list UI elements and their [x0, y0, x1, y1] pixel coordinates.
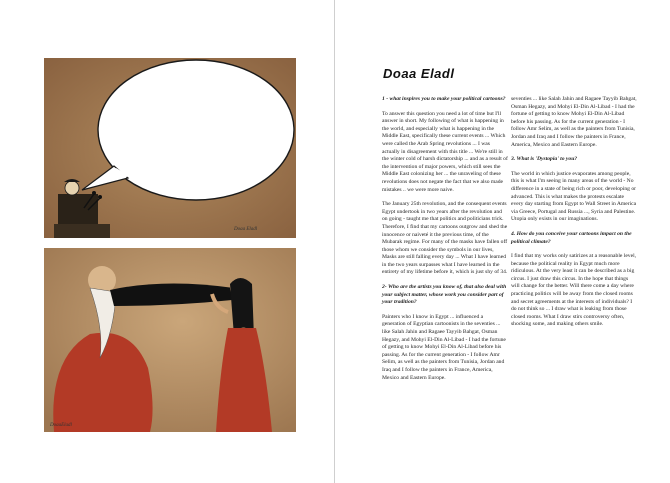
answer-1-paragraph-1: To answer this question you need a lot of time but I'll answer in short. My following of what is happening in the world, and especially what is happening in the Middle East, specifically these current events ... Which were called the Arab Spring revolutions ... I was actually in disagreement with this title ... We're still in the winter cold of harsh dictatorship ... and as a result of the intervention of major powers, which still sees the Middle East colonizing her ... the unraveling of these revolutions does not negate the fact that we also made mistakes .. we were more naive.	[382, 110, 508, 193]
question-2: 2- Who are the artists you know of, that also deal with your subject matter, whose work you consider part of your tradition?	[382, 284, 507, 306]
answer-4: I find that my works only satirizes at a reasonable level, because the political reality in Egypt much more ridiculous. At the very least it can be described as a big circus. I just draw this circus. In the hope that things will change for the better. Will there come a day where practicing politics will be away from the closed rooms and secret agreements at the interests of individuals? I do not think so ... I draw what is leaking from those closed rooms. What I draw stirs controversy often, shocking some, and making others smile.	[511, 253, 637, 328]
cartoon-bottom-signature: DoaaEladl	[50, 423, 72, 428]
question-1: 1 - what inspires you to make your political cartoons?	[382, 96, 506, 102]
question-4: 4. How do you conceive your cartoons impact on the political climate?	[511, 230, 632, 245]
question-3: 3. What is 'Dystopia' to you?	[511, 156, 578, 163]
text-column-2	[511, 96, 637, 336]
cartoon-top-signature: Doaa Eladl	[234, 227, 258, 232]
cartoon-beard-pull	[44, 248, 296, 432]
cartoon-speech-bubble-art	[44, 58, 296, 238]
answer-2-continued: seventies ... like Salah Jahin and Ragaee Tayyib Bahgat, Osman Hegazy, and Mohyi El-Din Al-Libad - I had the fortune of getting to know Mohyi El-Din Al-Libad before his passing. As for the current generation - I follow Amr Selim, as well as the painters from Tunisia, Jordan and Iraq and I follow the painters in France, America, Mexico and Eastern Europe.	[511, 96, 637, 148]
answer-1-paragraph-2: The January 25th revolution, and the consequent events Egypt undertook in two years after the revolution and on going - taught me that politics and politicians trick. Therefore, I find that my cartoons outgrow and shed the innocence or naiveté it the previous time, of the Mubarak regime. For many of the masks have fallen off those whom we consider the symbols in our lives, Masks are still falling every day ... What I have learned in the two years surpasses what I have learned in the entirety of my lifetime before it, which is just shy of 34.	[382, 201, 508, 276]
text-column-1	[382, 96, 508, 381]
cartoon-beard-pull-art	[44, 248, 296, 432]
cartoon-speech-bubble	[44, 58, 296, 238]
answer-3: The world in which justice evaporates among people, this is what I'm seeing in many areas of the world - No difference in a state of being rich or poor, developing or advanced. This is what makes the protests escalate every day starting from Egypt to Wall Street in America via Greece, Portugal and Russia ..., Syria and Palestine. Utopia only exists in our imaginations.	[511, 170, 637, 223]
answer-2-paragraph-1: Painters who I know in Egypt ... influenced a generation of Egyptian cartoonists in the seventies ... like Salah Jahin and Ragaee Tayyib Bahgat, Osman Hegazy, and Mohyi El-Din Al-Libad - I had the fortune of getting to know Mohyi El-Din Al-Libad before his passing. As for the current generation - I follow Amr Selim, as well as the painters from Tunisia, Jordan and Iraq and I follow the painters in France, America, Mexico and Eastern Europe.	[382, 313, 506, 381]
author-name: Doaa Eladl	[383, 66, 455, 81]
